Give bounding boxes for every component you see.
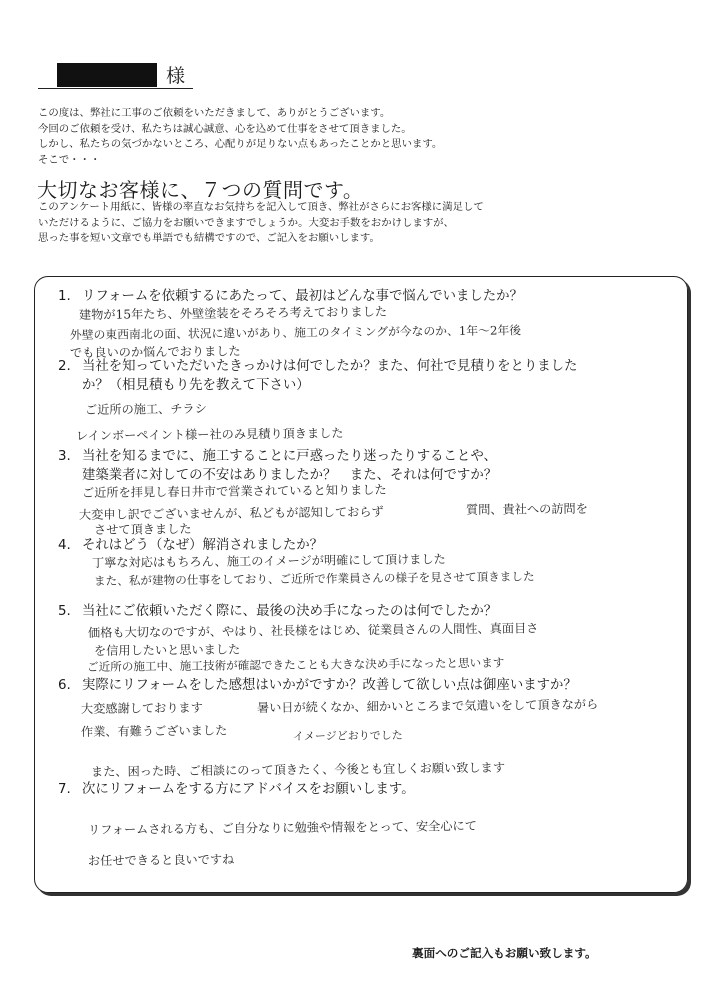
question-number: 2. <box>58 359 71 374</box>
answer-4-line: また、私が建物の仕事をしており、ご近所で作業員さんの様子を見させて頂きました <box>93 569 535 588</box>
description-line: いただけるように、ご協力をお願いできますでしょうか。大変お手数をおかけしますが、 <box>38 216 454 229</box>
answer-1-line: 外壁の東西南北の面、状況に違いがあり、施工のタイミングが今なのか、1年～2年後 <box>69 323 522 342</box>
intro-line: この度は、弊社に工事のご依頼をいただきまして、ありがとうございます。 <box>38 107 391 119</box>
question-text: 次にリフォームをする方にアドバイスをお願いします。 <box>82 782 415 797</box>
question-number: 4. <box>58 538 71 553</box>
name-underline <box>38 88 193 89</box>
salutation: 様 <box>166 65 186 87</box>
intro-text <box>38 106 442 168</box>
question-6 <box>58 676 577 695</box>
answer-7-line: お任せできると良いですね <box>87 852 235 868</box>
question-text: それはどう（なぜ）解消されましたか？ <box>82 538 324 553</box>
answer-6-line: 大変感謝しております <box>80 700 203 716</box>
answer-3-line: させて頂きました <box>93 521 192 537</box>
question-5 <box>58 602 497 621</box>
footer-note: 裏面へのご記入もお願い致します。 <box>412 946 597 960</box>
question-text: 建築業者に対しての不安はありましたか？ また、それは何ですか？ <box>82 468 498 483</box>
description-line: このアンケート用紙に、皆様の率直なお気持ちを記入して頂き、弊社がさらにお客様に満足して <box>38 201 484 213</box>
answer-5-line: ご近所の施工中、施工技術が確認できたことも大きな決め手になったと思います <box>86 655 505 674</box>
redacted-customer-name <box>57 63 157 87</box>
answer-1-line: 建物が15年たち、外壁塗装をそろそろ考えておりました <box>78 304 388 322</box>
question-text: 当社を知るまでに、施工することに戸惑ったり迷ったりすることや、 <box>82 449 497 464</box>
question-text: 当社を知っていただいたきっかけは何でしたか？また、何社で見積りをとりました <box>82 359 578 374</box>
intro-line: しかし、私たちの気づかないところ、心配りが足りない点もあったことかと思います。 <box>38 138 443 150</box>
survey-heading: 大切なお客様に、７つの質問です。 <box>37 178 364 202</box>
question-text: か？（相見積もり先を教えて下さい） <box>82 378 310 393</box>
question-2 <box>58 357 577 395</box>
answer-2-line: レインボーペイント様ー社のみ見積り頂きました <box>75 426 344 443</box>
question-text: 実際にリフォームをした感想はいかがですか？改善して欲しい点は御座いますか？ <box>82 678 577 693</box>
intro-line: 今回のご依頼を受け、私たちは誠心誠意、心を込めて仕事をさせて頂きました。 <box>38 122 412 135</box>
answer-2-line: ご近所の施工、チラシ <box>84 401 207 417</box>
question-7 <box>58 780 415 799</box>
answer-6-line: イメージどおりでした <box>292 728 403 743</box>
answer-5-line: を信用したいと思いました <box>93 642 241 658</box>
question-text: リフォームを依頼するにあたって、最初はどんな事で悩んでいましたか？ <box>82 289 523 304</box>
answer-6-line: また、困った時、ご相談にのって頂きたく、今後とも宜しくお願い致します <box>90 760 506 779</box>
question-number: 1. <box>58 289 71 304</box>
answer-7-line: リフォームされる方も、ご自分なりに勉強や情報をとって、安全心にて <box>87 818 477 837</box>
question-number: 3. <box>58 449 71 464</box>
answer-1-line: でも良いのか悩んでおりました <box>69 344 241 360</box>
question-text: 当社にご依頼いただく際に、最後の決め手になったのは何でしたか？ <box>82 604 498 619</box>
question-number: 7. <box>58 782 71 797</box>
answer-3-line: 質問、貴社への訪問を <box>465 501 588 517</box>
question-3 <box>58 447 497 485</box>
question-number: 6. <box>58 678 71 693</box>
question-number: 5. <box>58 604 71 619</box>
answer-3-line: ご近所を拝見し春日井市で営業されていると知りました <box>81 482 387 500</box>
intro-line: そこで・・・ <box>38 153 101 166</box>
answer-3-line: 大変申し訳でございませんが、私どもが認知しておらず <box>78 504 384 522</box>
answer-4-line: 丁寧な対応はもちろん、施工のイメージが明確にして頂けました <box>91 552 446 570</box>
description-line: 思った事を短い文章でも単語でも結構ですので、ご記入をお願いします。 <box>38 232 380 244</box>
answer-6-line: 暑い日が続くなか、細かいところまで気遣いをして頂きながら <box>256 697 599 715</box>
answer-6-line: 作業、有難うございました <box>80 723 228 739</box>
answer-5-line: 価格も大切なのですが、やはり、社長様をはじめ、従業員さんの人間性、真面目さ <box>87 621 539 640</box>
survey-description <box>38 200 484 247</box>
